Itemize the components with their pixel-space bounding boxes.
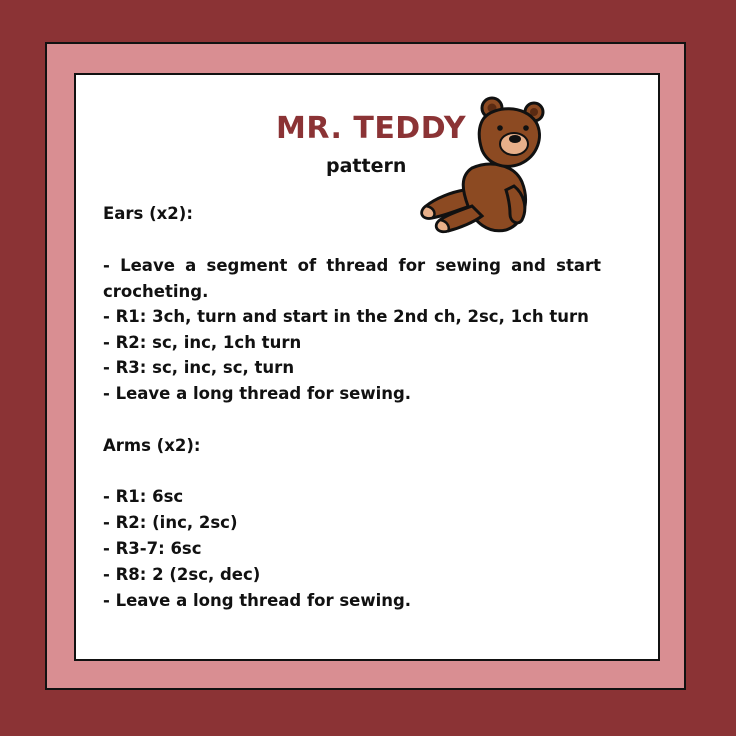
arms-line: - R3-7: 6sc <box>103 539 202 558</box>
arms-line: - R8: 2 (2sc, dec) <box>103 565 261 584</box>
ears-line: - R2: sc, inc, 1ch turn <box>103 333 302 352</box>
ears-line: - R3: sc, inc, sc, turn <box>103 358 295 377</box>
ears-line: - R1: 3ch, turn and start in the 2nd ch, 2sc, 1ch turn <box>103 307 589 326</box>
ears-heading: Ears (x2): <box>103 204 193 223</box>
arms-line: - R2: (inc, 2sc) <box>103 513 238 532</box>
ears-line: crocheting. <box>103 282 209 301</box>
teddy-bear-icon <box>414 94 546 236</box>
arms-line: - R1: 6sc <box>103 487 184 506</box>
ears-line: - Leave a long thread for sewing. <box>103 384 412 403</box>
arms-heading: Arms (x2): <box>103 436 201 455</box>
page-subtitle: pattern <box>326 155 407 177</box>
page-title: MR. TEDDY <box>276 111 467 146</box>
ears-line: - Leave a segment of thread for sewing and start <box>103 256 601 275</box>
arms-line: - Leave a long thread for sewing. <box>103 591 412 610</box>
